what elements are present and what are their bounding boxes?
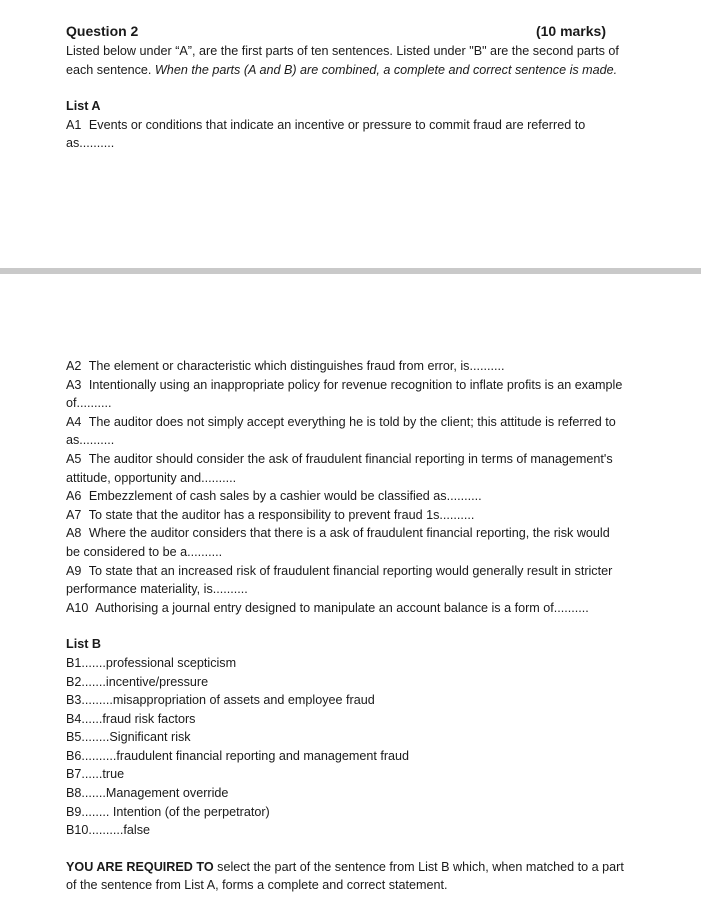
item-text: ........Significant risk — [81, 730, 191, 745]
item-text: ......fraud risk factors — [81, 711, 196, 726]
list-a-item — [66, 506, 626, 525]
item-number: A4 — [66, 414, 82, 429]
list-b-item — [66, 821, 626, 840]
item-text: Where the auditor considers that there is a ask of fraudulent financial reporting, the risk would be considered to be a.......... — [66, 526, 610, 559]
list-a-item — [66, 487, 626, 506]
list-b-item — [66, 691, 626, 710]
item-text: To state that an increased risk of fraudulent financial reporting would generally result in stricter performance materiality, is.......... — [66, 563, 613, 597]
list-b-item — [66, 710, 626, 729]
list-b-title: List B — [66, 637, 101, 652]
item-text: Events or conditions that indicate an incentive or pressure to commit fraud are referred to as.......... — [66, 117, 586, 151]
item-text: ..........false — [88, 823, 151, 838]
question-marks: (10 marks) — [535, 23, 606, 39]
list-b-item — [66, 803, 626, 822]
item-number: B8 — [66, 786, 82, 801]
item-number: B9 — [66, 804, 82, 819]
list-b-item — [66, 747, 626, 766]
item-text: ..........fraudulent financial reporting and management fraud — [81, 748, 410, 763]
item-text: Authorising a journal entry designed to manipulate an account balance is a form of.......... — [95, 600, 589, 615]
page-2 — [0, 274, 701, 910]
item-number: B5 — [66, 730, 82, 745]
item-text: The auditor should consider the ask of fraudulent financial reporting in terms of management's attitude, opportunity and.......... — [66, 451, 613, 485]
list-a-title: List A — [66, 99, 101, 114]
page-1-content — [66, 22, 626, 153]
item-number: A7 — [66, 507, 82, 522]
item-number: B10 — [66, 823, 89, 838]
item-number: A3 — [66, 377, 82, 392]
list-b-item — [66, 654, 626, 673]
list-a-item — [66, 562, 626, 599]
item-text: Intentionally using an inappropriate policy for revenue recognition to inflate profits is an example of.......... — [66, 377, 623, 411]
item-number: A1 — [66, 117, 82, 132]
item-number: A6 — [66, 489, 82, 504]
item-text: .........misappropriation of assets and employee fraud — [81, 693, 375, 708]
item-number: A2 — [66, 359, 82, 373]
list-b-item — [66, 728, 626, 747]
instruction-rest: select the part of the sentence from List B which, when matched to a part of the sentence from List A, forms a complete and correct statement. — [66, 859, 624, 893]
item-text: Embezzlement of cash sales by a cashier would be classified as.......... — [88, 489, 482, 504]
list-b-item — [66, 673, 626, 692]
instruction — [66, 858, 626, 895]
item-text: .......professional scepticism — [81, 655, 237, 670]
list-a-item — [66, 413, 626, 450]
list-a-item — [66, 357, 626, 376]
item-number: B1 — [66, 655, 82, 670]
list-a-item — [66, 450, 626, 487]
instruction-bold: YOU ARE REQUIRED TO — [66, 859, 214, 874]
item-number: A5 — [66, 451, 82, 466]
item-number: A8 — [66, 526, 82, 541]
item-number: A9 — [66, 563, 82, 578]
item-number: A10 — [66, 600, 89, 615]
page-2-content — [66, 357, 626, 908]
question-title: Question 2 — [66, 23, 139, 39]
item-number: B7 — [66, 767, 82, 782]
item-text: .......incentive/pressure — [81, 674, 209, 689]
item-text: ......true — [81, 767, 125, 782]
page-1 — [0, 0, 701, 268]
list-a-item — [66, 116, 626, 153]
item-number: B6 — [66, 748, 82, 763]
item-number: B4 — [66, 711, 82, 726]
list-b-item — [66, 784, 626, 803]
question-header — [66, 22, 606, 40]
list-b-item — [66, 765, 626, 784]
item-text: To state that the auditor has a responsibility to prevent fraud 1s.......... — [88, 507, 475, 522]
item-number: B2 — [66, 674, 82, 689]
item-text: The element or characteristic which distinguishes fraud from error, is.......... — [88, 359, 505, 373]
item-number: B3 — [66, 693, 82, 708]
question-intro — [66, 42, 626, 79]
list-a-item — [66, 524, 626, 561]
intro-plain: Listed below under “A”, are the first parts of ten sentences. Listed under "B" are the second parts of each sentence. — [66, 44, 619, 77]
item-text: ........ Intention (of the perpetrator) — [81, 804, 270, 819]
item-text: The auditor does not simply accept everything he is told by the client; this attitude is referred to as.......... — [66, 414, 616, 448]
intro-italic: When the parts (A and B) are combined, a complete and correct sentence is made. — [154, 62, 618, 77]
list-a-item — [66, 599, 626, 618]
item-text: .......Management override — [81, 786, 229, 801]
list-a-item — [66, 376, 626, 413]
